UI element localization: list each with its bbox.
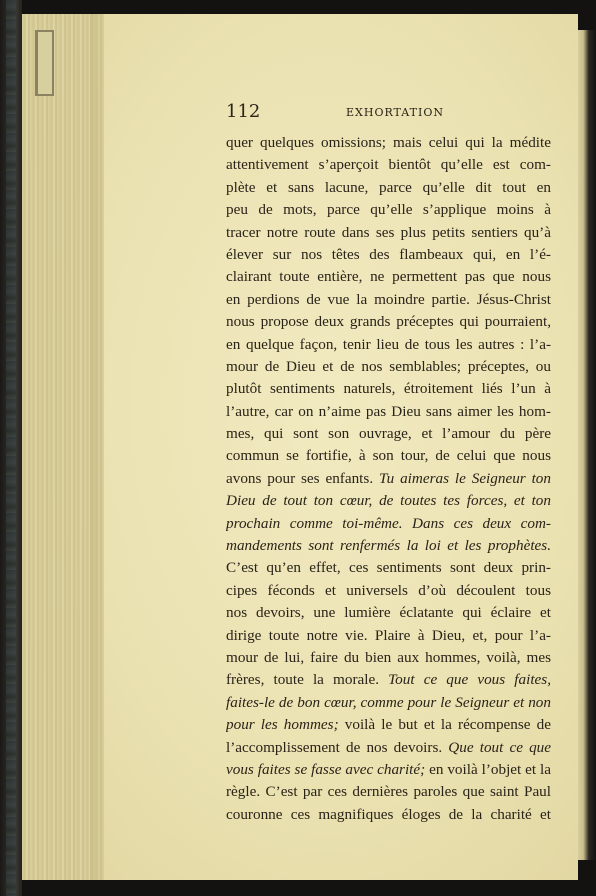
text-line [226, 289, 551, 311]
italic-run: Que tout ce que [448, 738, 551, 756]
text-run: l’accomplissement de nos devoirs. [226, 738, 449, 756]
italic-run: faites-le de bon cœur, comme pour le Seigneur et non [226, 693, 551, 711]
text-line [226, 692, 551, 714]
text-run: l’autre, car on n’aime pas Dieu sans aimer les hom- [226, 402, 551, 420]
text-line [226, 423, 551, 445]
book-cover-edge [0, 0, 22, 896]
text-line [226, 781, 551, 803]
facing-page-edge [578, 30, 596, 860]
text-run: élever sur nos têtes des flambeaux qui, en l’é- [226, 245, 551, 263]
bookmark-clip [35, 30, 54, 96]
text-line [226, 557, 551, 579]
text-run: avons pour ses enfants. [226, 469, 379, 487]
text-run: quer quelques omissions; mais celui qui la médite [226, 134, 551, 151]
text-line [226, 804, 551, 826]
text-run: nos devoirs, une lumière éclatante qui éclaire et [226, 604, 551, 622]
text-line [226, 468, 551, 490]
text-line [226, 222, 551, 244]
italic-run: Dieu de tout ton cœur, de toutes tes forces, et ton [226, 492, 551, 510]
text-line [226, 244, 551, 266]
italic-run: pour les hommes; [226, 716, 339, 734]
italic-run: vous faites se fasse avec charité; [226, 760, 426, 778]
text-line [226, 535, 551, 557]
text-run: couronne ces magnifiques éloges de la charité et [226, 805, 551, 823]
text-line [226, 266, 551, 288]
text-line [226, 378, 551, 400]
text-run: C’est qu’en effet, ces sentiments sont deux prin- [226, 559, 551, 577]
text-run: mes, qui sont son ouvrage, et l’amour du père [226, 425, 551, 443]
text-line [226, 154, 551, 176]
text-line [226, 401, 551, 423]
text-line [226, 669, 551, 691]
text-run: mour de Dieu et de nos semblables; préceptes, ou [226, 357, 551, 375]
body-text [226, 132, 551, 826]
text-line [226, 602, 551, 624]
italic-run: Tu aimeras le Seigneur ton [379, 469, 551, 487]
page-number: 112 [226, 101, 261, 122]
text-run: nous propose deux grands préceptes qui pourraient, [226, 313, 551, 331]
text-line [226, 580, 551, 602]
italic-run: Tout ce que vous faites, [388, 671, 551, 689]
page-edges [22, 14, 104, 880]
text-run: peu de mots, parce qu’elle s’applique moins à [226, 201, 551, 219]
running-head: EXHORTATION [346, 106, 444, 119]
text-line [226, 714, 551, 736]
text-run: règle. C’est par ces dernières paroles que saint Paul [226, 783, 551, 801]
text-run: en perdions de vue la moindre partie. Jésus-Christ [226, 290, 551, 308]
text-run: tracer notre route dans ses plus petits sentiers qu’à [226, 223, 551, 241]
text-line [226, 737, 551, 759]
text-run: plète et sans lacune, parce qu’elle dit tout en [226, 178, 551, 196]
text-line [226, 177, 551, 199]
text-run: en voilà l’objet et la [425, 760, 551, 778]
text-run: attentivement s’aperçoit bientôt qu’elle est com- [226, 156, 551, 174]
text-line [226, 311, 551, 333]
text-run: clairant toute entière, ne permettent pas que nous [226, 268, 551, 286]
text-line [226, 625, 551, 647]
text-run: frères, toute la morale. [226, 671, 389, 689]
text-line [226, 513, 551, 535]
text-run: plutôt sentiments naturels, étroitement liés l’un à [226, 380, 551, 398]
text-line [226, 199, 551, 221]
italic-run: prochain comme toi-même. Dans ces deux com- [226, 514, 551, 532]
text-run: voilà le but et la récompense de [338, 716, 551, 734]
text-line [226, 647, 551, 669]
text-line [226, 334, 551, 356]
italic-run: mandements sont renfermés la loi et les prophètes. [226, 537, 551, 555]
page-header [226, 101, 550, 123]
text-line [226, 759, 551, 781]
text-run: cipes féconds et universels d’où découlent tous [226, 581, 551, 599]
text-line [226, 490, 551, 512]
text-run: en quelque façon, tenir lieu de tous les autres : l’a- [226, 335, 551, 353]
text-run: commun se fortifie, à son tour, de celui que nous [226, 447, 551, 465]
text-run: mour de lui, faire du bien aux hommes, voilà, mes [226, 648, 551, 666]
text-line [226, 132, 551, 154]
text-line [226, 356, 551, 378]
text-run: dirige toute notre vie. Plaire à Dieu, et, pour l’a- [226, 626, 551, 644]
text-line [226, 445, 551, 467]
